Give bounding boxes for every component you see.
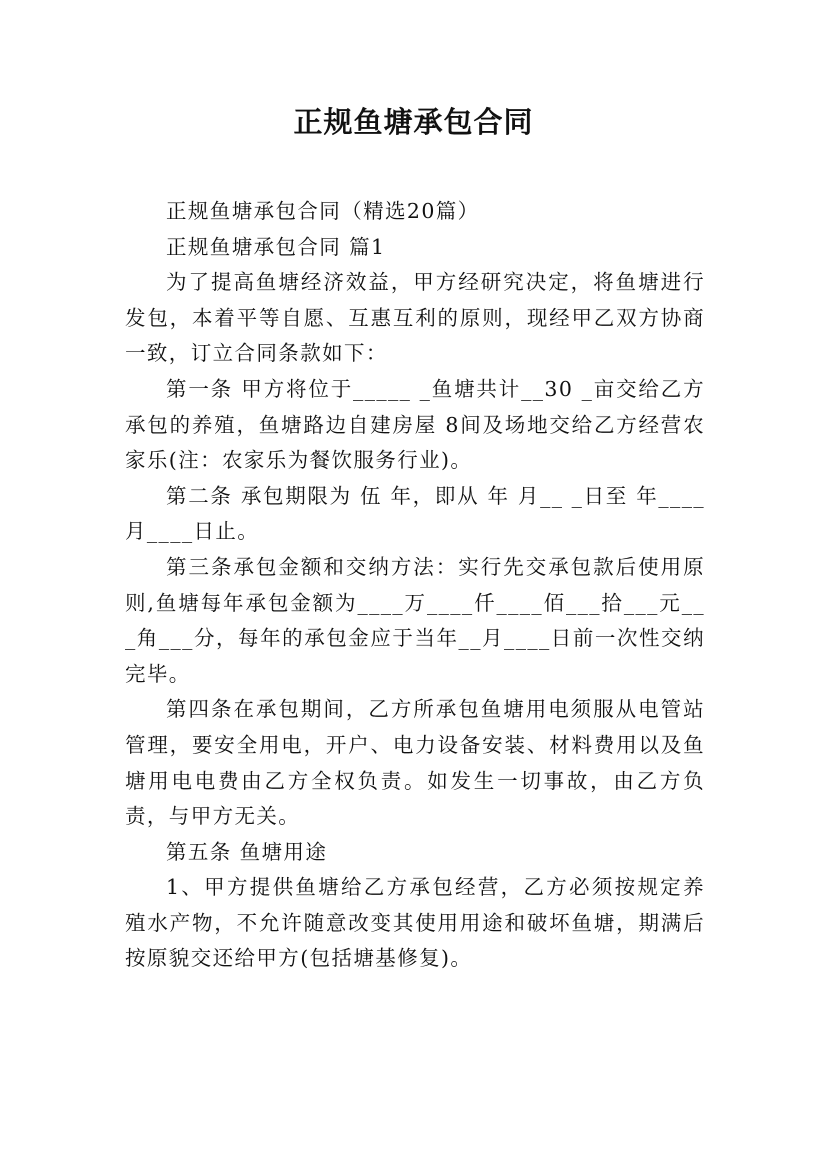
document-body xyxy=(125,194,705,977)
article-3-paragraph: 第三条承包金额和交纳方法：实行先交承包款后使用原则,鱼塘每年承包金额为____万____仟____佰___拾___元___角___分，每年的承包金应于当年__月____日前一次性交纳完毕。 xyxy=(125,554,705,686)
article-5-heading: 第五条 鱼塘用途 xyxy=(166,839,328,864)
article-4-paragraph: 第四条在承包期间，乙方所承包鱼塘用电须服从电管站管理，要安全用电，开户、电力设备安装、材料费用以及鱼塘用电电费由乙方全权负责。如发生一切事故，由乙方负责，与甲方无关。 xyxy=(125,697,705,829)
document-title: 正规鱼塘承包合同 xyxy=(293,105,534,139)
subtitle-paragraph: 正规鱼塘承包合同（精选20篇） xyxy=(166,199,480,223)
article-5-item-1: 1、甲方提供鱼塘给乙方承包经营，乙方必须按规定养殖水产物，不允许随意改变其使用用途和破坏鱼塘，期满后按原貌交还给甲方(包括塘基修复)。 xyxy=(125,875,705,971)
article-2-paragraph: 第二条 承包期限为 伍 年，即从 年 月__ _日至 年____月____日止。 xyxy=(125,483,705,544)
section-heading: 正规鱼塘承包合同 篇1 xyxy=(166,234,386,259)
intro-paragraph: 为了提高鱼塘经济效益，甲方经研究决定，将鱼塘进行发包，本着平等自愿、互惠互利的原则，现经甲乙双方协商一致，订立合同条款如下： xyxy=(125,270,705,366)
article-1-paragraph: 第一条 甲方将位于_____ _鱼塘共计__30 _亩交给乙方承包的养殖，鱼塘路边自建房屋 8间及场地交给乙方经营农家乐(注：农家乐为餐饮服务行业)。 xyxy=(125,376,705,473)
